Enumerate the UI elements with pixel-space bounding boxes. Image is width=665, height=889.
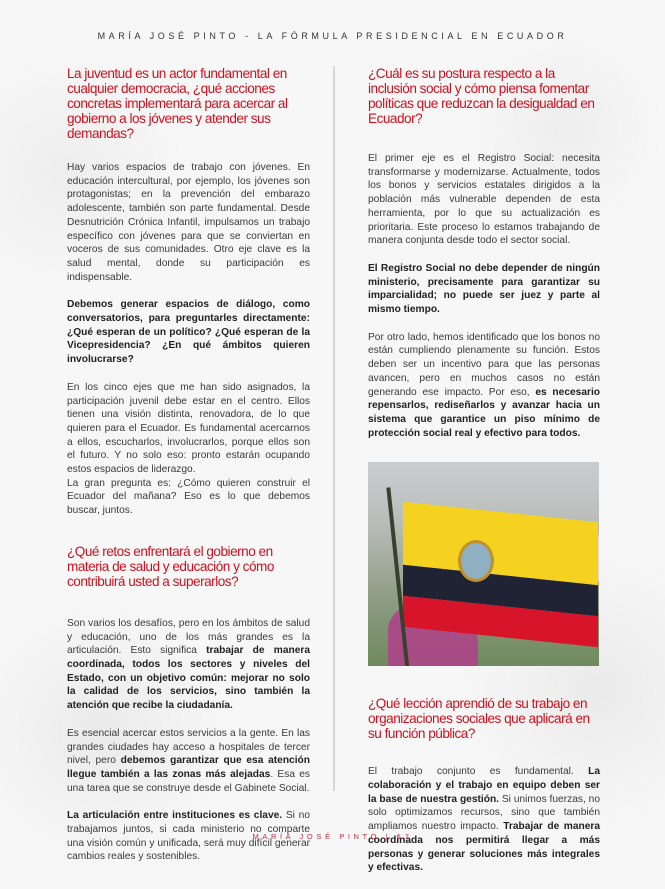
flag-icon — [403, 502, 598, 647]
answer-paragraph: Es esencial acercar estos servicios a la gente. En las grandes ciudades hay acceso a hospitales de tercer nivel, pero debemos garantizar que esa atención llegue también a las zonas más alejadas. Esa es una tarea que se construye desde el Gabinete Social. — [67, 727, 311, 794]
question-heading: ¿Cuál es su postura respecto a la inclusión social y cómo piensa fomentar políticas que reduzcan la desigualdad en Ecuador? — [368, 66, 595, 126]
answer-paragraph: El Registro Social no debe depender de ningún ministerio, precisamente para garantizar su imparcialidad; no puede ser juez y parte al mismo tiempo. — [368, 262, 600, 316]
answer-paragraph: El trabajo conjunto es fundamental. La colaboración y el trabajo en equipo deben ser la base de nuestra gestión. Si unimos fuerzas, no solo optimizamos recursos, sino que también ampliamos nuestro impacto. Trabajar de manera coordinada nos permitirá llegar a más personas y generar soluciones más integrales y efectivas. — [368, 766, 601, 874]
ecuador-flag-photo — [368, 462, 599, 666]
column-divider — [333, 66, 335, 791]
page-footer: MARÍA JOSÉ PINTO | 17 — [252, 832, 413, 841]
answer-paragraph: Debemos generar espacios de diálogo, como conversatorios, para preguntarles directamente: ¿Qué esperan de un político? ¿Qué esperan de la Vicepresidencia? ¿En qué ámbitos quieren involucrarse? — [67, 299, 310, 366]
answer-paragraph: En los cinco ejes que me han sido asignados, la participación juvenil debe estar en el centro. Ellos tienen una visión distinta, renovadora, de lo que quieren para el Ecuador. Es fundamental acercarnos a ellos, escucharlos, involucrarlos, porque ellos son el futuro. Y no solo eso: pronto estarán ocupando estos espacios de liderazgo. La gran pregunta es: ¿Cómo quieren construir el Ecuador del mañana? Eso es lo que debemos buscar, juntos. — [67, 381, 310, 517]
question-heading: La juventud es un actor fundamental en cualquier democracia, ¿qué acciones concretas implementará para acercar al gobierno a los jóvenes y atender sus demandas? — [67, 66, 288, 141]
answer-paragraph: Son varios los desafíos, pero en los ámbitos de salud y educación, uno de los más grandes es la articulación. Esto significa trabajar de manera coordinada, todos los sectores y niveles del Estado, con un objetivo común: mejorar no solo la calidad de los servicios, sino también la atención que recibe la ciudadanía. — [67, 617, 311, 712]
answer-paragraph: La articulación entre instituciones es clave. Si no trabajamos juntos, si cada ministerio no comparte una visión común y unificada, será muy difícil generar cambios reales y sostenibles. — [67, 810, 310, 863]
page-header: MARÍA JOSÉ PINTO - LA FÓRMULA PRESIDENCIAL EN ECUADOR — [97, 31, 568, 41]
answer-paragraph: Por otro lado, hemos identificado que los bonos no están cumpliendo plenamente su función. Estos deben ser un incentivo para que las personas avancen, pero en muchos casos no están generando ese impacto. Por eso, es necesario repensarlos, rediseñarlos y avanzar hacia un sistema que garantice un piso mínimo de protección social real y efectivo para todos. — [368, 331, 600, 439]
left-column — [67, 66, 310, 878]
answer-paragraph: El primer eje es el Registro Social: necesita transformarse y modernizarse. Actualmente, todos los bonos y servicios estatales dirigidos a la población más vulnerable dependen de esta herramienta, por lo que su actualización es prioritaria. Este proceso lo estamos trabajando de manera conjunta desde todo el sector social. — [368, 153, 600, 247]
question-heading: ¿Qué lección aprendió de su trabajo en organizaciones sociales que aplicará en su función pública? — [368, 696, 590, 742]
answer-paragraph: Hay varios espacios de trabajo con jóvenes. En educación intercultural, por ejemplo, los jóvenes son protagonistas; en la prevención del embarazo adolescente, también son parte fundamental. Desde Desnutrición Crónica Infantil, impulsamos un trabajo específico con jóvenes para que se conviertan en voceros de sus comunidades. Otro eje clave es la salud mental, donde su participación es indispensable. — [67, 162, 310, 283]
right-column — [368, 66, 600, 889]
question-heading: ¿Qué retos enfrentará el gobierno en materia de salud y educación y cómo contribuirá usted a superarlos? — [67, 543, 274, 589]
